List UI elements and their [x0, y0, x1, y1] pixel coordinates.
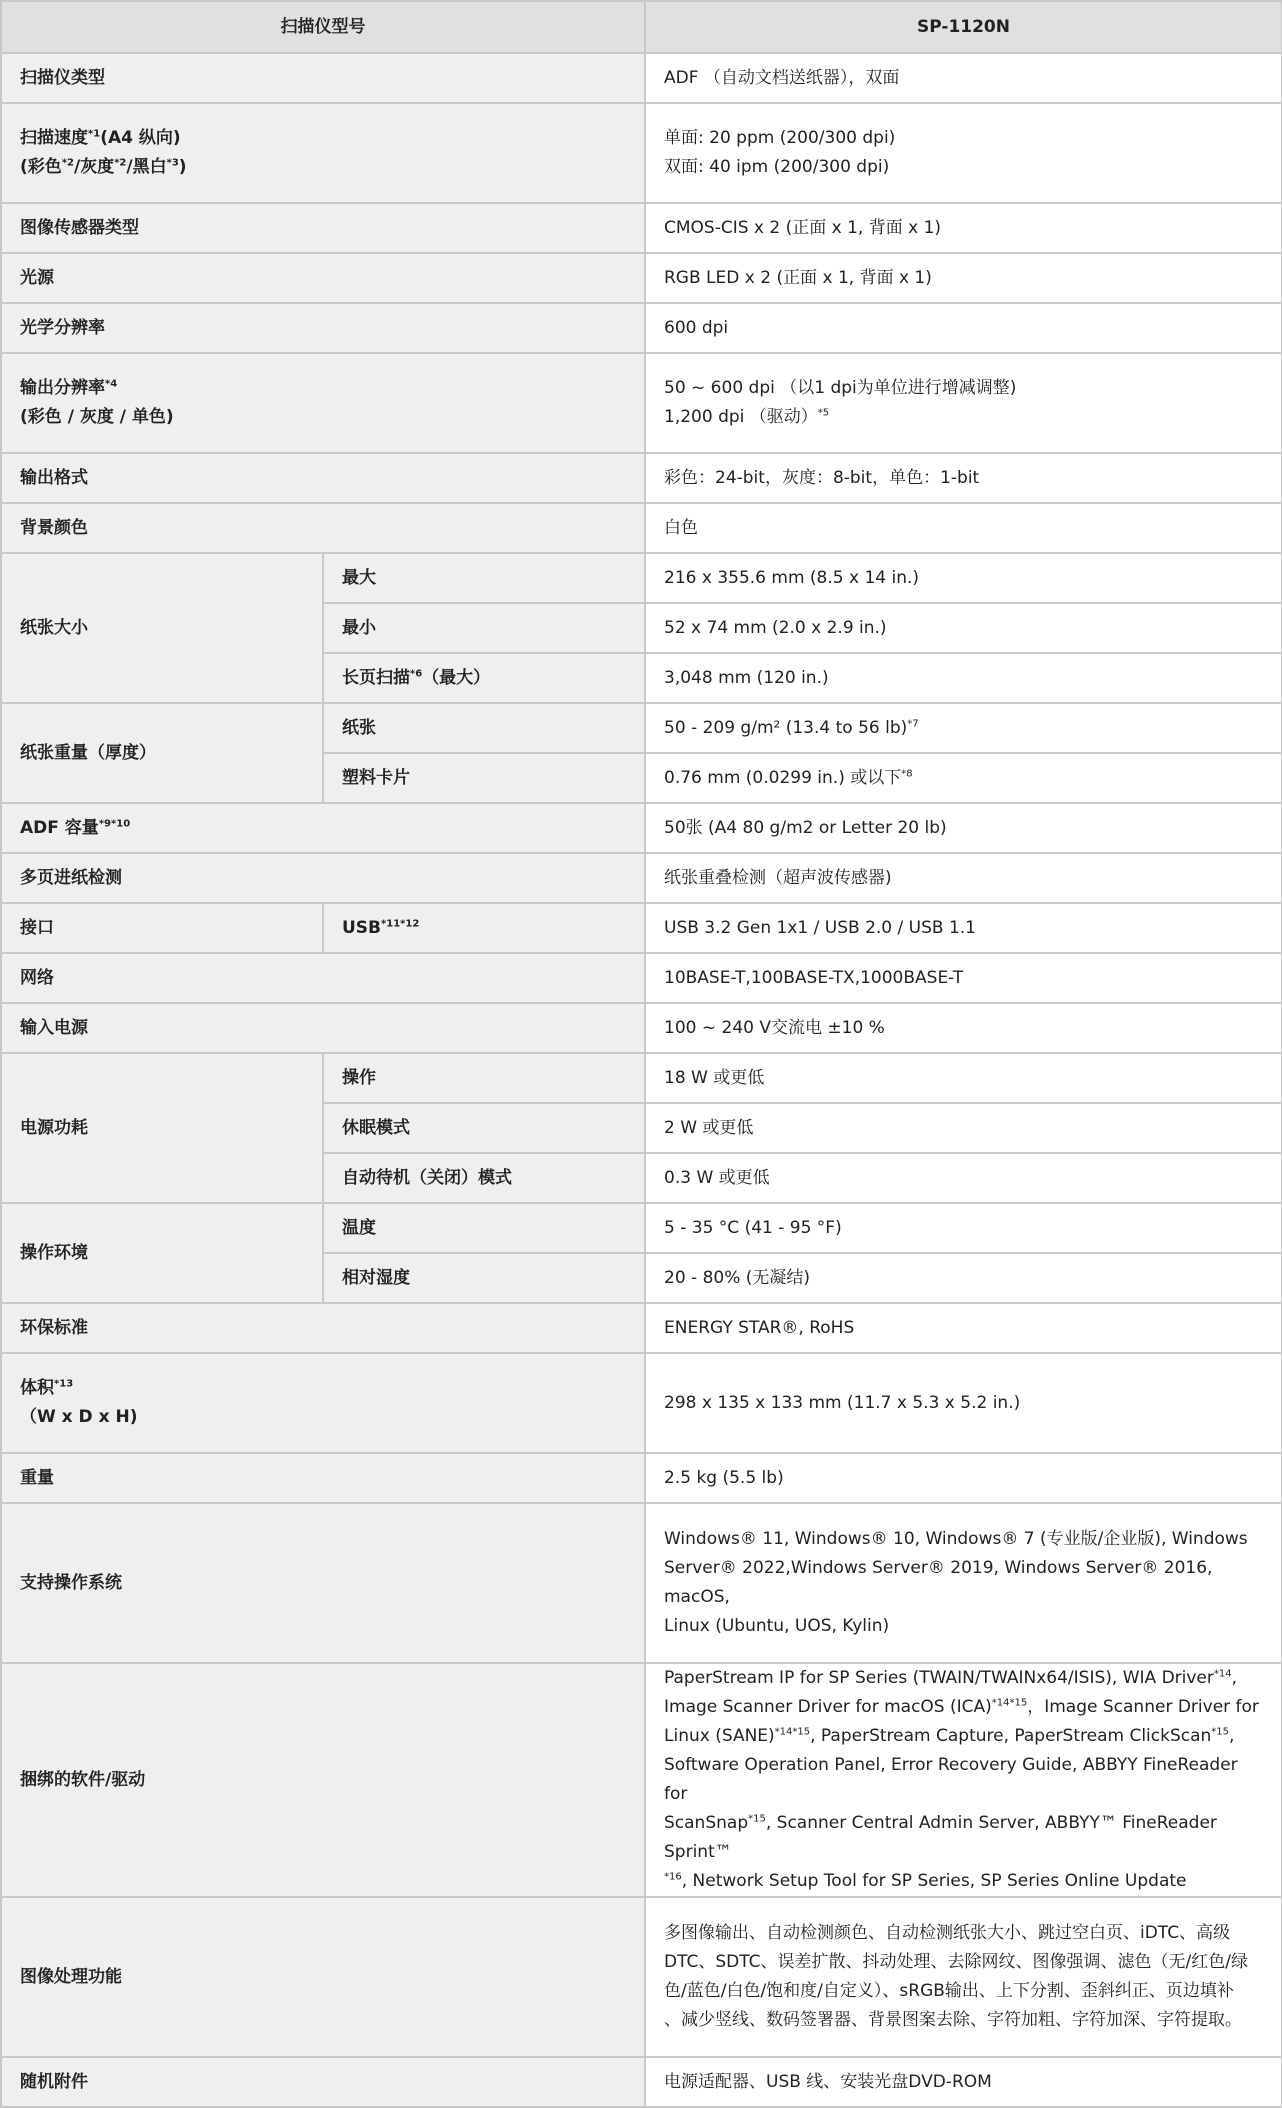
paper-weight-card-text: 0.76 mm (0.0299 in.) 或以下: [664, 767, 902, 788]
dimensions-axes: （W x D x H): [20, 1407, 138, 1427]
row-image-sensor: [1, 203, 1282, 253]
power-sleep-label: 休眠模式: [323, 1103, 645, 1153]
row-accessories: [1, 2057, 1282, 2107]
interface-usb-sup: *11*12: [381, 917, 420, 929]
software-l2-sup: *14*15: [991, 1697, 1028, 1709]
image-sensor-label: 图像传感器类型: [1, 203, 645, 253]
paper-size-min-label: 最小: [323, 603, 645, 653]
scan-speed-simplex: 单面: 20 ppm (200/300 dpi): [664, 128, 896, 148]
header-model-label: 扫描仪型号: [1, 1, 645, 53]
interface-value: USB 3.2 Gen 1x1 / USB 2.0 / USB 1.1: [645, 903, 1282, 953]
interface-usb-label: [323, 903, 645, 953]
multifeed-label: 多页进纸检测: [1, 853, 645, 903]
software-l6: , Network Setup Tool for SP Series, SP Series Online Update: [681, 1871, 1187, 1891]
row-dimensions: [1, 1353, 1282, 1453]
scan-speed-value: [645, 103, 1282, 203]
environment-label: 操作环境: [1, 1203, 323, 1303]
scan-speed-color: (彩色: [20, 157, 62, 177]
weight-label: 重量: [1, 1453, 645, 1503]
paper-size-long-title: 长页扫描: [342, 667, 410, 688]
os-value: [645, 1503, 1282, 1663]
output-res-title: 输出分辨率: [20, 378, 105, 398]
os-line-3: Linux (Ubuntu, UOS, Kylin): [664, 1616, 890, 1636]
paper-weight-label: 纸张重量（厚度）: [1, 703, 323, 803]
image-processing-label: 图像处理功能: [1, 1897, 645, 2057]
paper-weight-paper-sup: *7: [907, 717, 919, 729]
row-scan-speed: [1, 103, 1282, 203]
row-output-format: [1, 453, 1282, 503]
software-l1-end: ,: [1231, 1668, 1238, 1688]
power-op-value: 18 W 或更低: [645, 1053, 1282, 1103]
software-l2: Image Scanner Driver for macOS (ICA): [664, 1697, 992, 1717]
image-processing-l2: DTC、SDTC、误差扩散、抖动处理、去除网纹、图像强调、滤色（无/红色/绿: [664, 1952, 1248, 1972]
power-auto-label: 自动待机（关闭）模式: [323, 1153, 645, 1203]
row-software: [1, 1663, 1282, 1897]
adf-capacity-label: [1, 803, 645, 853]
row-env-temp: [1, 1203, 1282, 1253]
interface-label: 接口: [1, 903, 323, 953]
software-l4: Software Operation Panel, Error Recovery Guide, ABBYY FineReader for: [664, 1755, 1238, 1804]
software-l3-sup2: *15: [1211, 1726, 1230, 1738]
software-l3-mid: , PaperStream Capture, PaperStream ClickScan: [810, 1726, 1212, 1746]
paper-weight-paper-value: [645, 703, 1282, 753]
adf-capacity-title: ADF 容量: [20, 817, 99, 838]
scan-speed-color-sup: *2: [61, 157, 74, 169]
power-op-label: 操作: [323, 1053, 645, 1103]
row-adf-capacity: [1, 803, 1282, 853]
software-l2-end: ，Image Scanner Driver for: [1027, 1697, 1259, 1717]
row-eco: [1, 1303, 1282, 1353]
row-power-op: [1, 1053, 1282, 1103]
software-l5-end: , Scanner Central Admin Server, ABBYY™ FineReader Sprint™: [664, 1813, 1217, 1862]
power-input-label: 输入电源: [1, 1003, 645, 1053]
software-l1-sup: *14: [1213, 1668, 1232, 1680]
software-label: 捆绑的软件/驱动: [1, 1663, 645, 1897]
output-res-driver: 1,200 dpi （驱动）: [664, 407, 818, 427]
power-auto-value: 0.3 W 或更低: [645, 1153, 1282, 1203]
scan-speed-suffix: (A4 纵向): [100, 128, 181, 148]
image-processing-l1: 多图像输出、自动检测颜色、自动检测纸张大小、跳过空白页、iDTC、高级: [664, 1923, 1231, 1943]
accessories-label: 随机附件: [1, 2057, 645, 2107]
software-l1: PaperStream IP for SP Series (TWAIN/TWAINx64/ISIS), WIA Driver: [664, 1668, 1214, 1688]
multifeed-value: 纸张重叠检测（超声波传感器): [645, 853, 1282, 903]
env-humidity-label: 相对湿度: [323, 1253, 645, 1303]
software-l6-sup: *16: [664, 1871, 682, 1883]
paper-weight-card-label: 塑料卡片: [323, 753, 645, 803]
background-label: 背景颜色: [1, 503, 645, 553]
os-line-1: Windows® 11, Windows® 10, Windows® 7 (专业版/企业版), Windows: [664, 1529, 1248, 1549]
software-value: [645, 1663, 1282, 1897]
paper-weight-card-sup: *8: [901, 767, 913, 779]
paper-size-max-value: 216 x 355.6 mm (8.5 x 14 in.): [645, 553, 1282, 603]
paper-size-long-value: 3,048 mm (120 in.): [645, 653, 1282, 703]
row-interface: [1, 903, 1282, 953]
weight-value: 2.5 kg (5.5 lb): [645, 1453, 1282, 1503]
output-res-range: 50 ~ 600 dpi （以1 dpi为单位进行增减调整): [664, 378, 1017, 398]
dimensions-label: [1, 1353, 645, 1453]
software-l3-sup: *14*15: [774, 1726, 811, 1738]
image-processing-value: [645, 1897, 1282, 2057]
scan-speed-bw-sup: *3: [166, 157, 179, 169]
light-source-label: 光源: [1, 253, 645, 303]
scan-speed-bw: /黑白: [126, 157, 167, 177]
image-processing-l4: 、减少竖线、数码签署器、背景图案去除、字符加粗、字符加深、字符提取。: [664, 2010, 1242, 2030]
env-temp-value: 5 - 35 °C (41 - 95 °F): [645, 1203, 1282, 1253]
adf-capacity-sup: *9*10: [98, 817, 131, 829]
paper-size-max-label: 最大: [323, 553, 645, 603]
paper-size-long-sup: *6: [410, 667, 423, 679]
row-output-res: [1, 353, 1282, 453]
power-consumption-label: 电源功耗: [1, 1053, 323, 1203]
dimensions-sup: *13: [54, 1378, 74, 1390]
software-l5: ScanSnap: [664, 1813, 749, 1833]
background-value: 白色: [645, 503, 1282, 553]
row-weight: [1, 1453, 1282, 1503]
interface-usb-title: USB: [342, 917, 382, 938]
scanner-type-label: 扫描仪类型: [1, 53, 645, 103]
paper-weight-paper-label: 纸张: [323, 703, 645, 753]
row-network: [1, 953, 1282, 1003]
eco-value: ENERGY STAR®, RoHS: [645, 1303, 1282, 1353]
output-res-driver-sup: *5: [817, 407, 830, 419]
output-res-label: [1, 353, 645, 453]
light-source-value: RGB LED x 2 (正面 x 1, 背面 x 1): [645, 253, 1282, 303]
dimensions-value: 298 x 135 x 133 mm (11.7 x 5.3 x 5.2 in.): [645, 1353, 1282, 1453]
scan-speed-duplex: 双面: 40 ipm (200/300 dpi): [664, 157, 890, 177]
scan-speed-title: 扫描速度: [20, 128, 88, 148]
os-label: 支持操作系统: [1, 1503, 645, 1663]
row-light-source: [1, 253, 1282, 303]
accessories-value: 电源适配器、USB 线、安装光盘DVD-ROM: [645, 2057, 1282, 2107]
env-humidity-value: 20 - 80% (无凝结): [645, 1253, 1282, 1303]
header-row: [1, 1, 1282, 53]
output-res-sup: *4: [105, 378, 118, 390]
row-os: [1, 1503, 1282, 1663]
paper-weight-paper-text: 50 - 209 g/m² (13.4 to 56 lb): [664, 717, 908, 738]
software-l3: Linux (SANE): [664, 1726, 775, 1746]
optical-res-label: 光学分辨率: [1, 303, 645, 353]
eco-label: 环保标准: [1, 1303, 645, 1353]
scan-speed-gray-sup: *2: [114, 157, 127, 169]
paper-size-label: 纸张大小: [1, 553, 323, 703]
scan-speed-sup: *1: [88, 128, 101, 140]
scan-speed-gray: /灰度: [73, 157, 115, 177]
output-res-value: [645, 353, 1282, 453]
scanner-type-value: ADF （自动文档送纸器），双面: [645, 53, 1282, 103]
row-paper-size-max: [1, 553, 1282, 603]
paper-size-long-suffix: （最大）: [422, 667, 491, 688]
image-sensor-value: CMOS-CIS x 2 (正面 x 1, 背面 x 1): [645, 203, 1282, 253]
dimensions-title: 体积: [20, 1378, 54, 1398]
row-background: [1, 503, 1282, 553]
paper-weight-card-value: [645, 753, 1282, 803]
software-l5-sup: *15: [748, 1813, 766, 1825]
network-value: 10BASE-T,100BASE-TX,1000BASE-T: [645, 953, 1282, 1003]
software-l3-end: ,: [1229, 1726, 1235, 1746]
row-image-processing: [1, 1897, 1282, 2057]
header-model-value: SP-1120N: [645, 1, 1282, 53]
power-sleep-value: 2 W 或更低: [645, 1103, 1282, 1153]
env-temp-label: 温度: [323, 1203, 645, 1253]
optical-res-value: 600 dpi: [645, 303, 1282, 353]
row-paper-weight-paper: [1, 703, 1282, 753]
os-line-2: Server® 2022,Windows Server® 2019, Windows Server® 2016, macOS,: [664, 1558, 1213, 1607]
network-label: 网络: [1, 953, 645, 1003]
adf-capacity-value: 50张 (A4 80 g/m2 or Letter 20 lb): [645, 803, 1282, 853]
row-multifeed: [1, 853, 1282, 903]
scan-speed-label: [1, 103, 645, 203]
paper-size-long-label: [323, 653, 645, 703]
output-format-value: 彩色：24-bit，灰度：8-bit，单色：1-bit: [645, 453, 1282, 503]
row-power-input: [1, 1003, 1282, 1053]
image-processing-l3: 色/蓝色/白色/饱和度/自定义）、sRGB输出、上下分割、歪斜纠正、页边填补: [664, 1981, 1234, 2001]
row-optical-res: [1, 303, 1282, 353]
row-scanner-type: [1, 53, 1282, 103]
paper-size-min-value: 52 x 74 mm (2.0 x 2.9 in.): [645, 603, 1282, 653]
scan-speed-close: ): [178, 157, 187, 177]
power-input-value: 100 ~ 240 V交流电 ±10 %: [645, 1003, 1282, 1053]
output-format-label: 输出格式: [1, 453, 645, 503]
output-res-modes: (彩色 / 灰度 / 单色): [20, 407, 174, 427]
